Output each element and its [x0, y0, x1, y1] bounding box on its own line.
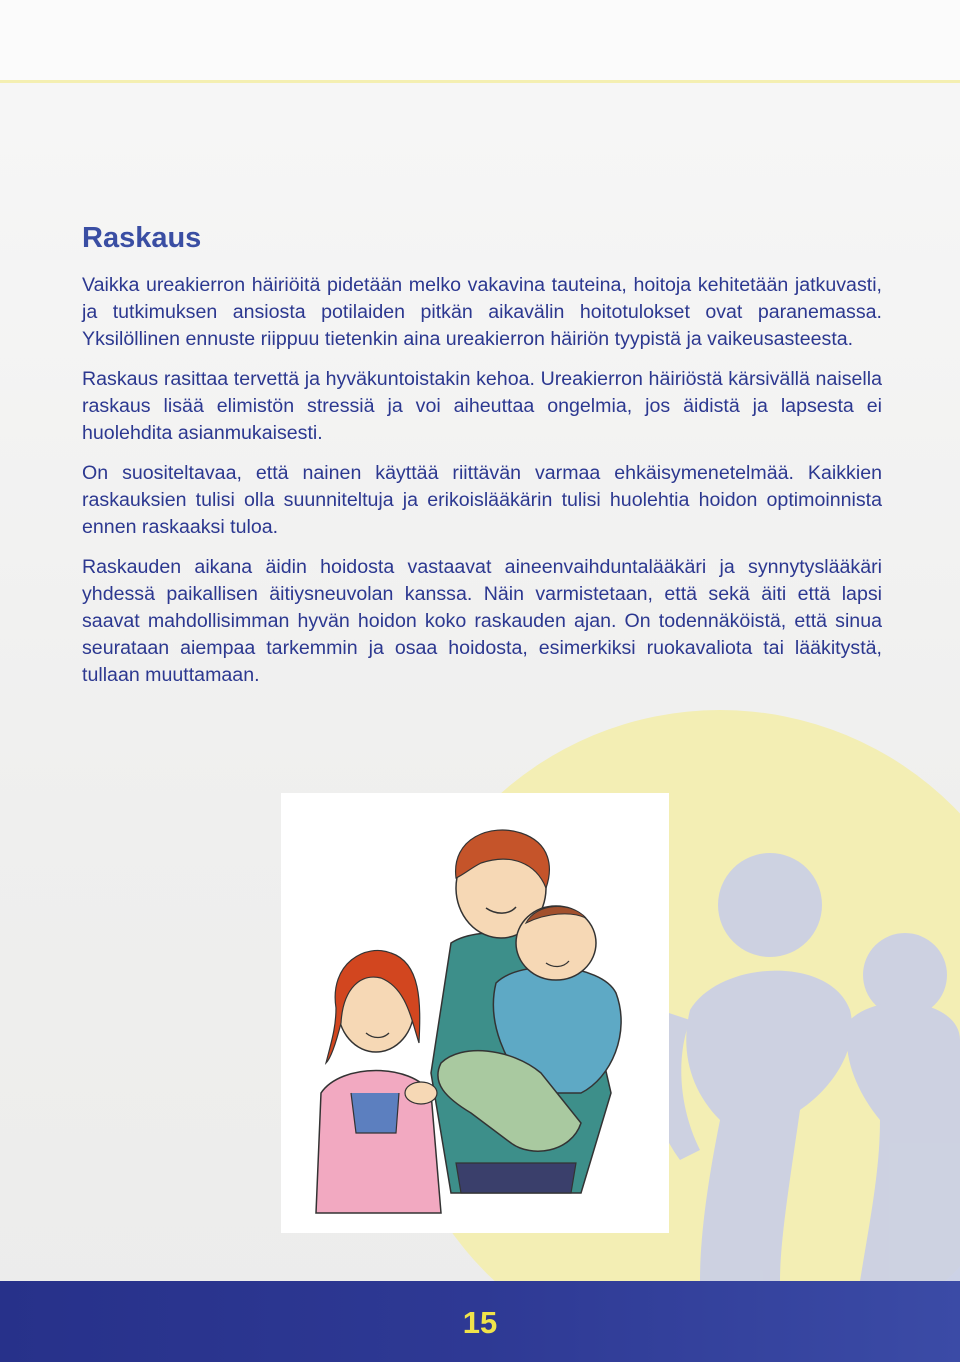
girl-hand: [405, 1082, 437, 1104]
paragraph-2: Raskaus rasittaa tervettä ja hyväkuntoistakin kehoa. Ureakierron häiriöstä kärsivällä naisella raskaus lisää elimistön stressiä ja voi aiheuttaa ongelmia, jos äidistä ja lapsesta ei huolehdita asianmukaisesti.: [82, 368, 882, 444]
family-drawing: [281, 793, 669, 1233]
girl-apron: [351, 1093, 399, 1133]
adult-trousers: [456, 1163, 576, 1193]
paragraph-4: Raskauden aikana äidin hoidosta vastaavat aineenvaihduntalääkäri ja synnytyslääkäri yhdessä paikallisen äitiysneuvolan kanssa. Näin varmistetaan, että sekä äiti että lapsi saavat mahdollisimman hyvän hoidon koko raskauden ajan. On todennäköistä, että sinua seurataan aiempaa tarkemmin ja osaa hoidosta, esimerkiksi ruokavaliota tai lääkitystä, tullaan muuttamaan.: [82, 556, 882, 686]
family-illustration: [281, 793, 669, 1233]
article: [82, 218, 882, 702]
page-number: 15: [462, 1305, 498, 1340]
section-heading: Raskaus: [82, 222, 202, 254]
paragraph-3: On suositeltavaa, että nainen käyttää riittävän varmaa ehkäisymenetelmää. Kaikkien raskauksien tulisi olla suunniteltuja ja erikoislääkärin tulisi huolehtia hoidon optimoinnista ennen raskaaksi tuloa.: [82, 462, 882, 538]
paragraph-1: Vaikka ureakierron häiriöitä pidetään melko vakavina tauteina, hoitoja kehitetään jatkuvasti, ja tutkimuksen ansiosta potilaiden pitkän aikavälin hoitotulokset ovat paranemassa. Yksilöllinen ennuste riippuu tietenkin aina ureakierron häiriön tyypistä ja vaikeusasteesta.: [82, 274, 882, 350]
